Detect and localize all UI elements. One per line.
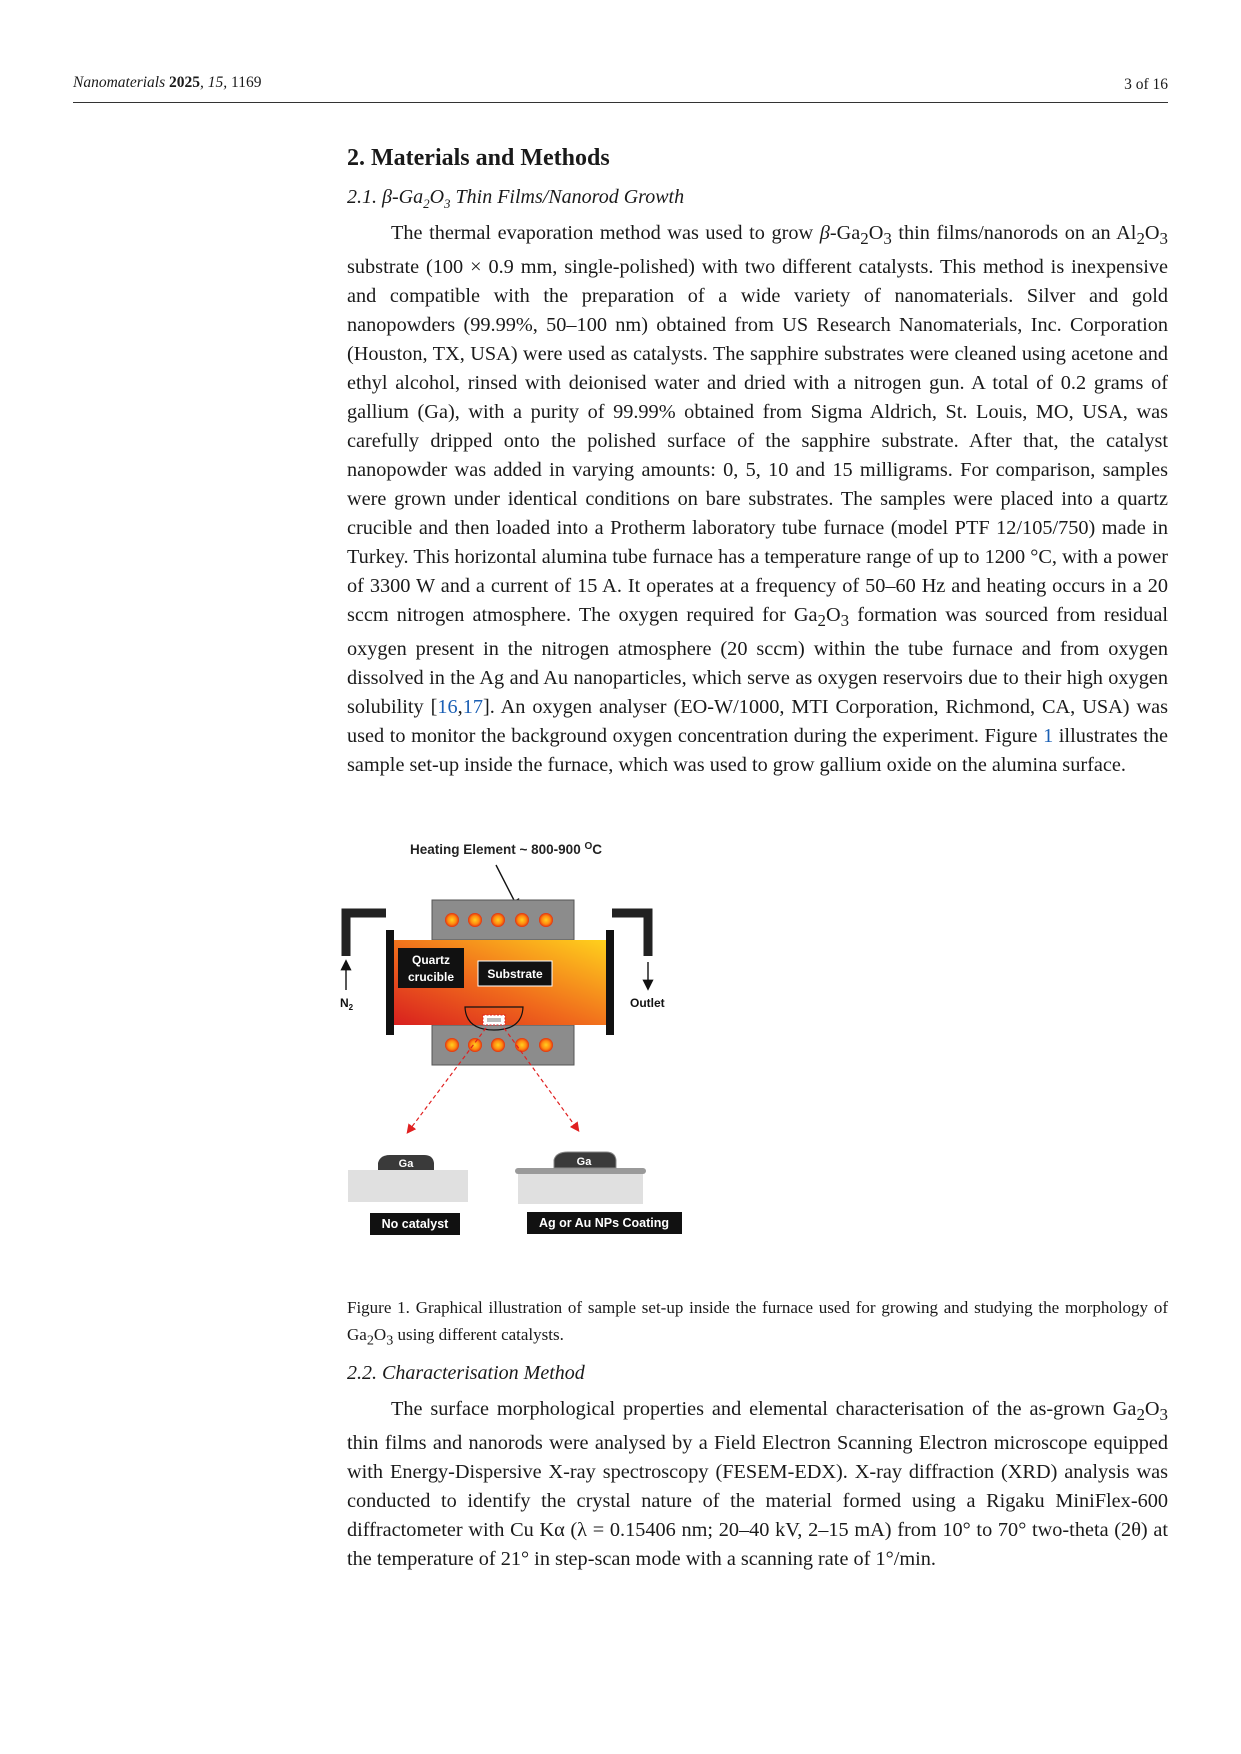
outlet-pipe [612,913,648,956]
figure-link-1[interactable]: 1 [1043,725,1054,748]
reference-link-17[interactable]: 17 [462,696,483,719]
n2-label: $N_2$ [340,996,354,1012]
ga-label-right: Ga [576,1156,592,1168]
figure-caption: Figure 1. Graphical illustration of sample set-up inside the furnace used for growing and studying the morphology of $Ga_2O_3$ using different catalysts. [347,1298,1168,1349]
tube-flange-right [606,930,614,1035]
journal-volume: 15 [207,74,224,91]
inlet-pipe [346,913,386,956]
journal-name: Nanomaterials [73,74,166,91]
characterisation-paragraph: The surface morphological properties and elemental characterisation of the as-grown $Ga_2O_3$ thin films and nanorods were analysed by a Field Electron Scanning Electron microscope equipped with Energy-Dispersive X-ray spectroscopy (FESEM-EDX). X-ray diffraction (XRD) analysis was conducted to identify the crystal nature of the material formed using a Rigaku MiniFlex-600 diffractometer with Cu Kα (λ = 0.15406 nm; 20–40 kV, 2–15 mA) from 10° to 70° two-theta (2θ) at the temperature of 21° in step-scan mode with a scanning rate of 1°/min. [347,1398,1168,1571]
page-number: 3 of 16 [1124,76,1168,93]
coating-label: Ag or Au NPs Coating [538,1216,670,1230]
sample [487,1018,501,1022]
journal-year: 2025 [169,74,201,91]
page-header [73,74,1168,103]
subsection-title: Characterisation Method [382,1362,585,1384]
article-number: 1169 [231,74,262,91]
bare-substrate [348,1170,468,1202]
section-number: 2. [347,145,365,171]
heating-element-label: Heating Element ~ 800-900 $^O$C [410,841,602,857]
quartz-label-line1: Quartz [411,953,451,967]
tube-flange-left [386,930,394,1035]
subsection-number: 2.1. [347,186,377,208]
outlet-label: Outlet [630,996,665,1010]
figure-label: Figure 1. [347,1298,410,1317]
section-title: Materials and Methods [371,145,610,171]
journal-citation: Nanomaterials 2025, 15, 1169 [73,74,262,91]
section-heading [347,145,610,172]
no-catalyst-label: No catalyst [381,1217,449,1231]
ga-label-left: Ga [398,1158,414,1170]
subsection-heading-2-2 [347,1362,585,1385]
methods-paragraph: The thermal evaporation method was used to grow $\beta-Ga_2O_3$ thin films/nanorods on an $Al_2O_3$ substrate (100 × 0.9 mm, single-polished) with two different catalysts. This method is inexpensive and compatible with the preparation of a wide variety of nanomaterials. Silver and gold nanopowders (99.99%, 50–100 nm) obtained from US Research Nanomaterials, Inc. Corporation (Houston, TX, USA) were used as catalysts. The sapphire substrates were cleaned using acetone and ethyl alcohol, rinsed with deionised water and dried with a nitrogen gun. A total of 0.2 grams of gallium (Ga), with a purity of 99.99% obtained from Sigma Aldrich, St. Louis, MO, USA, was carefully dripped onto the polished surface of the sapphire substrate. After that, the catalyst nanopowder was added in varying amounts: 0, 5, 10 and 15 milligrams. For comparison, samples were grown under identical conditions on bare substrates. The samples were placed into a quartz crucible and then loaded into a Protherm laboratory tube furnace (model PTF 12/105/750) made in Turkey. This horizontal alumina tube furnace has a temperature range of up to 1200 °C, with a power of 3300 W and a current of 15 A. It operates at a frequency of 50–60 Hz and heating occurs in a 20 sccm nitrogen atmosphere. The oxygen required for $Ga_2O_3$ formation was sourced from residual oxygen present in the nitrogen atmosphere (20 sccm) within the tube furnace and from oxygen dissolved in the Ag and Au nanoparticles, which serve as oxygen reservoirs due to their high oxygen solubility [16,17]. An oxygen analyser (EO-W/1000, MTI Corporation, Richmond, CA, USA) was used to monitor the background oxygen concentration during the experiment. Figure 1 illustrates the sample set-up inside the furnace, which was used to grow gallium oxide on the alumina surface. [347,222,1169,777]
subsection-number: 2.2. [347,1362,377,1384]
substrate-label: Substrate [487,967,543,981]
subsection-title: $\beta-Ga_2O_3$ Thin Films/Nanorod Growth [382,186,685,211]
coated-substrate [518,1172,643,1204]
furnace-setup-figure [340,830,740,1285]
reference-link-16[interactable]: 16 [437,696,458,719]
subsection-heading-2-1 [347,186,684,212]
quartz-label-line2: crucible [407,970,455,984]
np-coating-layer [515,1168,646,1174]
